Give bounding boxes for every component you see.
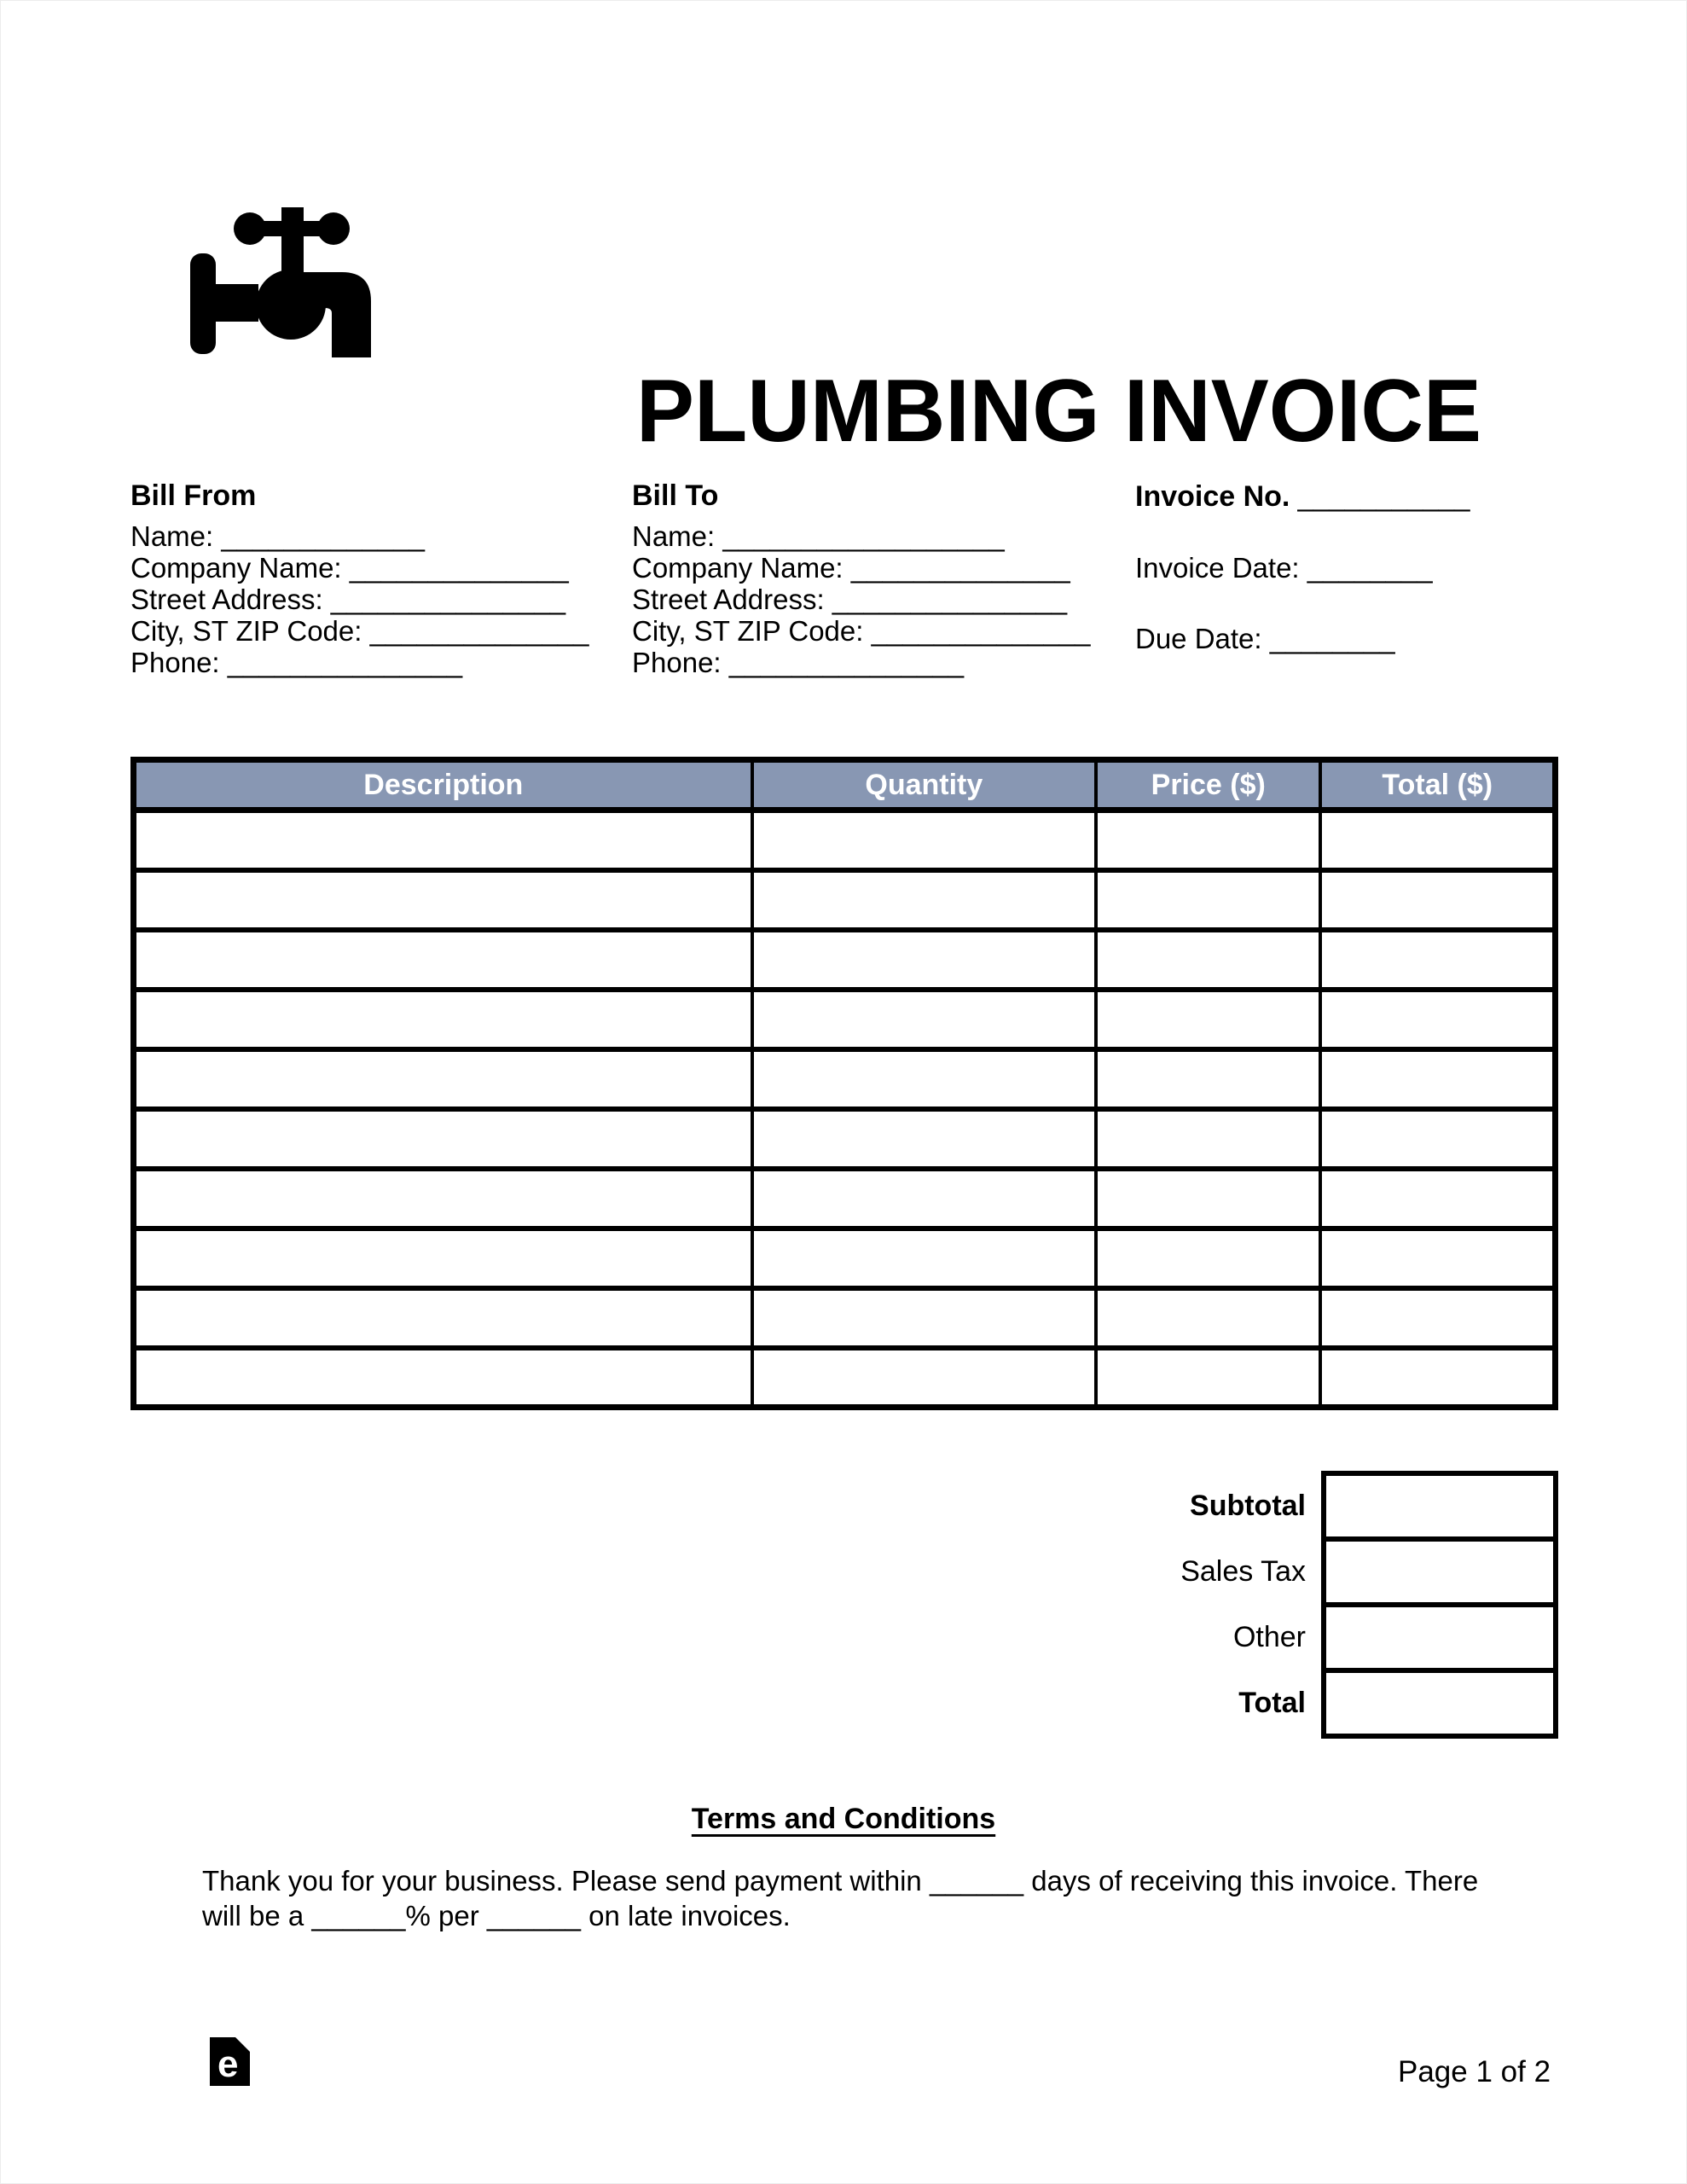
item-row: [134, 870, 1556, 930]
bill-from-phone-field[interactable]: Phone: _______________: [130, 647, 463, 678]
sales-tax-value-box[interactable]: [1321, 1536, 1558, 1607]
item-cell[interactable]: [134, 1169, 752, 1228]
item-row: [134, 1288, 1556, 1348]
bill-from-city-field[interactable]: City, ST ZIP Code: ______________: [130, 615, 589, 647]
bill-to-name-field[interactable]: Name: __________________: [632, 520, 1005, 552]
item-cell[interactable]: [752, 1109, 1096, 1169]
item-cell[interactable]: [1320, 930, 1555, 990]
item-cell[interactable]: [134, 810, 752, 870]
item-cell[interactable]: [134, 1288, 752, 1348]
item-cell[interactable]: [1320, 1348, 1555, 1408]
item-cell[interactable]: [752, 1348, 1096, 1408]
item-row: [134, 1169, 1556, 1228]
svg-text:e: e: [217, 2043, 239, 2085]
total-row-other: [130, 1602, 1558, 1673]
item-row: [134, 1049, 1556, 1109]
item-row: [134, 810, 1556, 870]
item-cell[interactable]: [752, 1288, 1096, 1348]
invoice-no-field[interactable]: [1135, 480, 1536, 513]
item-cell[interactable]: [134, 1348, 752, 1408]
bill-from-company-field[interactable]: Company Name: ______________: [130, 552, 569, 584]
item-row: [134, 930, 1556, 990]
item-cell[interactable]: [1096, 870, 1320, 930]
sales-tax-label: Sales Tax: [1180, 1555, 1306, 1588]
page-number: Page 1 of 2: [1398, 2055, 1551, 2088]
column-header-description: Description: [134, 760, 752, 810]
item-cell[interactable]: [134, 1109, 752, 1169]
item-cell[interactable]: [1096, 1228, 1320, 1288]
invoice-meta-section: [1135, 480, 1536, 654]
item-cell[interactable]: [1096, 1288, 1320, 1348]
item-cell[interactable]: [134, 1228, 752, 1288]
invoice-no-blank[interactable]: ___________: [1297, 480, 1470, 512]
item-cell[interactable]: [134, 990, 752, 1049]
total-row-subtotal: [130, 1471, 1558, 1542]
item-cell[interactable]: [752, 870, 1096, 930]
totals-section: [130, 1471, 1558, 1739]
items-table-body: [134, 810, 1556, 1408]
item-cell[interactable]: [1320, 1169, 1555, 1228]
item-row: [134, 1348, 1556, 1408]
item-cell[interactable]: [134, 930, 752, 990]
item-cell[interactable]: [1096, 990, 1320, 1049]
total-label: Total: [1238, 1687, 1306, 1719]
items-table-header: [134, 760, 1556, 810]
item-cell[interactable]: [134, 1049, 752, 1109]
invoice-date-blank[interactable]: ________: [1307, 552, 1433, 584]
page-title: PLUMBING INVOICE: [636, 361, 1481, 461]
item-cell[interactable]: [1320, 870, 1555, 930]
due-date-label: Due Date:: [1135, 623, 1262, 654]
item-row: [134, 1109, 1556, 1169]
item-cell[interactable]: [1096, 810, 1320, 870]
subtotal-value-box[interactable]: [1321, 1471, 1558, 1542]
item-cell[interactable]: [1320, 1228, 1555, 1288]
bill-to-city-field[interactable]: City, ST ZIP Code: ______________: [632, 615, 1091, 647]
due-date-blank[interactable]: ________: [1269, 623, 1395, 654]
invoice-date-field[interactable]: [1135, 552, 1536, 584]
due-date-field[interactable]: [1135, 623, 1536, 654]
item-cell[interactable]: [1096, 930, 1320, 990]
bill-from-section: [130, 480, 642, 678]
item-cell[interactable]: [752, 990, 1096, 1049]
other-value-box[interactable]: [1321, 1602, 1558, 1673]
bill-to-section: [632, 480, 1144, 678]
item-row: [134, 1228, 1556, 1288]
bill-to-heading: Bill To: [632, 479, 719, 512]
terms-body: Thank you for your business. Please send payment within ______ days of receiving this invoice. There will be a ______% per ______ on late invoices.: [202, 1865, 1479, 1931]
item-cell[interactable]: [752, 1169, 1096, 1228]
item-cell[interactable]: [1096, 1109, 1320, 1169]
items-table: [130, 757, 1558, 1410]
item-cell[interactable]: [1320, 1049, 1555, 1109]
bill-to-company-field[interactable]: Company Name: ______________: [632, 552, 1070, 584]
bill-to-street-field[interactable]: Street Address: _______________: [632, 584, 1068, 615]
invoice-date-label: Invoice Date:: [1135, 552, 1300, 584]
item-cell[interactable]: [1320, 1109, 1555, 1169]
invoice-no-label: Invoice No.: [1135, 480, 1290, 513]
total-value-box[interactable]: [1321, 1668, 1558, 1739]
column-header-quantity: Quantity: [752, 760, 1096, 810]
item-cell[interactable]: [1320, 1288, 1555, 1348]
item-cell[interactable]: [1096, 1348, 1320, 1408]
subtotal-label: Subtotal: [1190, 1490, 1306, 1522]
item-cell[interactable]: [1320, 810, 1555, 870]
item-cell[interactable]: [1320, 990, 1555, 1049]
item-cell[interactable]: [752, 810, 1096, 870]
item-cell[interactable]: [752, 1228, 1096, 1288]
item-row: [134, 990, 1556, 1049]
item-cell[interactable]: [1096, 1049, 1320, 1109]
eforms-logo: [210, 2037, 250, 2086]
bill-from-street-field[interactable]: Street Address: _______________: [130, 584, 566, 615]
bill-to-phone-field[interactable]: Phone: _______________: [632, 647, 965, 678]
bill-from-name-field[interactable]: Name: _____________: [130, 520, 425, 552]
terms-heading: Terms and Conditions: [691, 1803, 996, 1835]
faucet-icon: [190, 195, 395, 393]
item-cell[interactable]: [134, 870, 752, 930]
bill-from-heading: Bill From: [130, 479, 257, 512]
item-cell[interactable]: [752, 930, 1096, 990]
column-header-total: Total ($): [1320, 760, 1555, 810]
other-label: Other: [1232, 1621, 1306, 1653]
column-header-price: Price ($): [1096, 760, 1320, 810]
item-cell[interactable]: [752, 1049, 1096, 1109]
item-cell[interactable]: [1096, 1169, 1320, 1228]
total-row-total: [130, 1668, 1558, 1739]
total-row-sales-tax: [130, 1536, 1558, 1607]
